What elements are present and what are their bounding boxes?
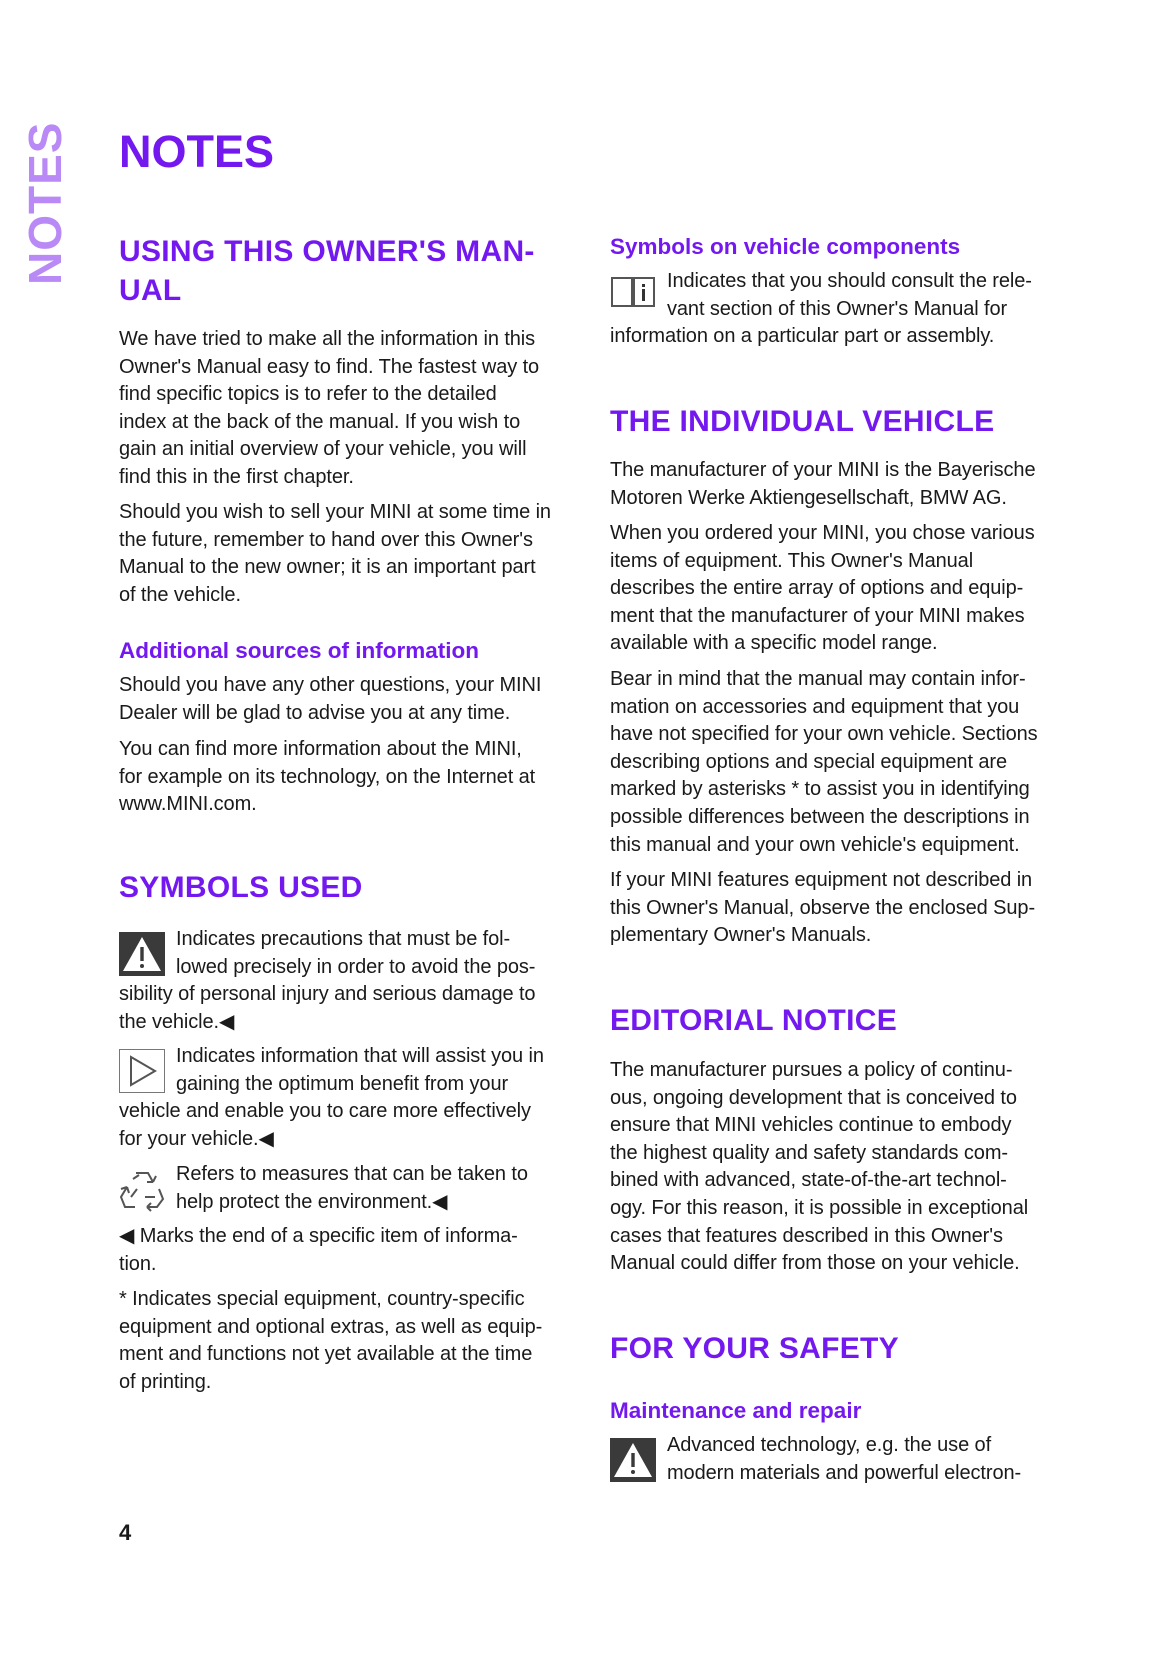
end-marker-description: ◀ Marks the end of a specific item of informa- tion. (119, 1225, 518, 1275)
heading-vehicle-components: Symbols on vehicle components (610, 234, 961, 259)
warning-icon (119, 931, 165, 977)
heading-for-your-safety: FOR YOUR SAFETY (610, 1332, 899, 1365)
symbol-info-item (119, 1043, 599, 1153)
additional-paragraph-1: Should you have any other questions, your MINI Dealer will be glad to advise you at any time. (119, 674, 542, 724)
individual-paragraph-2: When you ordered your MINI, you chose various items of equipment. This Owner's Manual describes the entire array of options and equip- ment that the manufacturer of your MINI makes available with a specific model range. (610, 522, 1035, 655)
symbol-warning-item (119, 926, 599, 1036)
play-triangle-icon (119, 1048, 165, 1094)
page-title: NOTES (119, 126, 275, 177)
info-description: Indicates information that will assist you in gaining the optimum benefit from your vehicle and enable you to care more effectively for your vehicle.◀ (119, 1045, 544, 1150)
book-description: Indicates that you should consult the rele- vant section of this Owner's Manual for information on a particular part or assembly. (610, 270, 1032, 348)
sidebar-chapter-tab: NOTES (19, 121, 71, 285)
additional-paragraph-2: You can find more information about the MINI, for example on its technology, on the Internet at www.MINI.com. (119, 738, 536, 816)
heading-individual-vehicle: THE INDIVIDUAL VEHICLE (610, 405, 995, 438)
individual-paragraph-3: Bear in mind that the manual may contain infor- mation on accessories and equipment that you have not specified for your own vehicle. Sections describing options and special equipment are marked by asterisks * to assist you in identifying possible differences between the descriptions in this manual and your own vehicle's equipment. (610, 668, 1038, 856)
symbol-environment-item (119, 1161, 599, 1216)
using-paragraph-1: We have tried to make all the information in this Owner's Manual easy to find. The fastest way to find specific topics is to refer to the detailed index at the back of the manual. If you wish to gain an initial overview of your vehicle, you will find this in the first chapter. (119, 328, 540, 488)
warning-description: Indicates precautions that must be fol- lowed precisely in order to avoid the pos- sibility of personal injury and serious damage to the vehicle.◀ (119, 928, 536, 1033)
heading-editorial-notice: EDITORIAL NOTICE (610, 1004, 898, 1037)
symbol-book-item (610, 268, 1090, 351)
editorial-paragraph: The manufacturer pursues a policy of continu- ous, ongoing development that is conceived to ensure that MINI vehicles continue to embody the highest quality and safety standards com- bined with advanced, state-of-the-art technol- ogy. For this reason, it is possible in exceptional cases that features described in this Owner's Manual could differ from those on your vehicle. (610, 1059, 1029, 1275)
using-paragraph-2: Should you wish to sell your MINI at some time in the future, remember to hand over this Owner's Manual to the new owner; it is an important part of the vehicle. (119, 501, 551, 606)
heading-maintenance-repair: Maintenance and repair (610, 1398, 862, 1423)
warning-icon (610, 1437, 656, 1483)
maintenance-paragraph: Advanced technology, e.g. the use of modern materials and powerful electron- (667, 1434, 1022, 1484)
page-number: 4 (119, 1520, 132, 1545)
maintenance-warning-item (610, 1432, 1090, 1487)
asterisk-description: * Indicates special equipment, country-specific equipment and optional extras, as well as equip- ment and functions not yet available at the time of printing. (119, 1288, 543, 1393)
environment-description: Refers to measures that can be taken to help protect the environment.◀ (176, 1163, 528, 1213)
manual-book-info-icon (610, 274, 656, 310)
heading-using-manual: USING THIS OWNER'S MAN- UAL (119, 235, 535, 307)
heading-additional-sources: Additional sources of information (119, 638, 480, 663)
recycle-icon (119, 1166, 165, 1212)
individual-paragraph-4: If your MINI features equipment not described in this Owner's Manual, observe the enclosed Sup- plementary Owner's Manuals. (610, 869, 1036, 947)
individual-paragraph-1: The manufacturer of your MINI is the Bayerische Motoren Werke Aktiengesellschaft, BMW AG. (610, 459, 1036, 509)
heading-symbols-used: SYMBOLS USED (119, 871, 363, 904)
